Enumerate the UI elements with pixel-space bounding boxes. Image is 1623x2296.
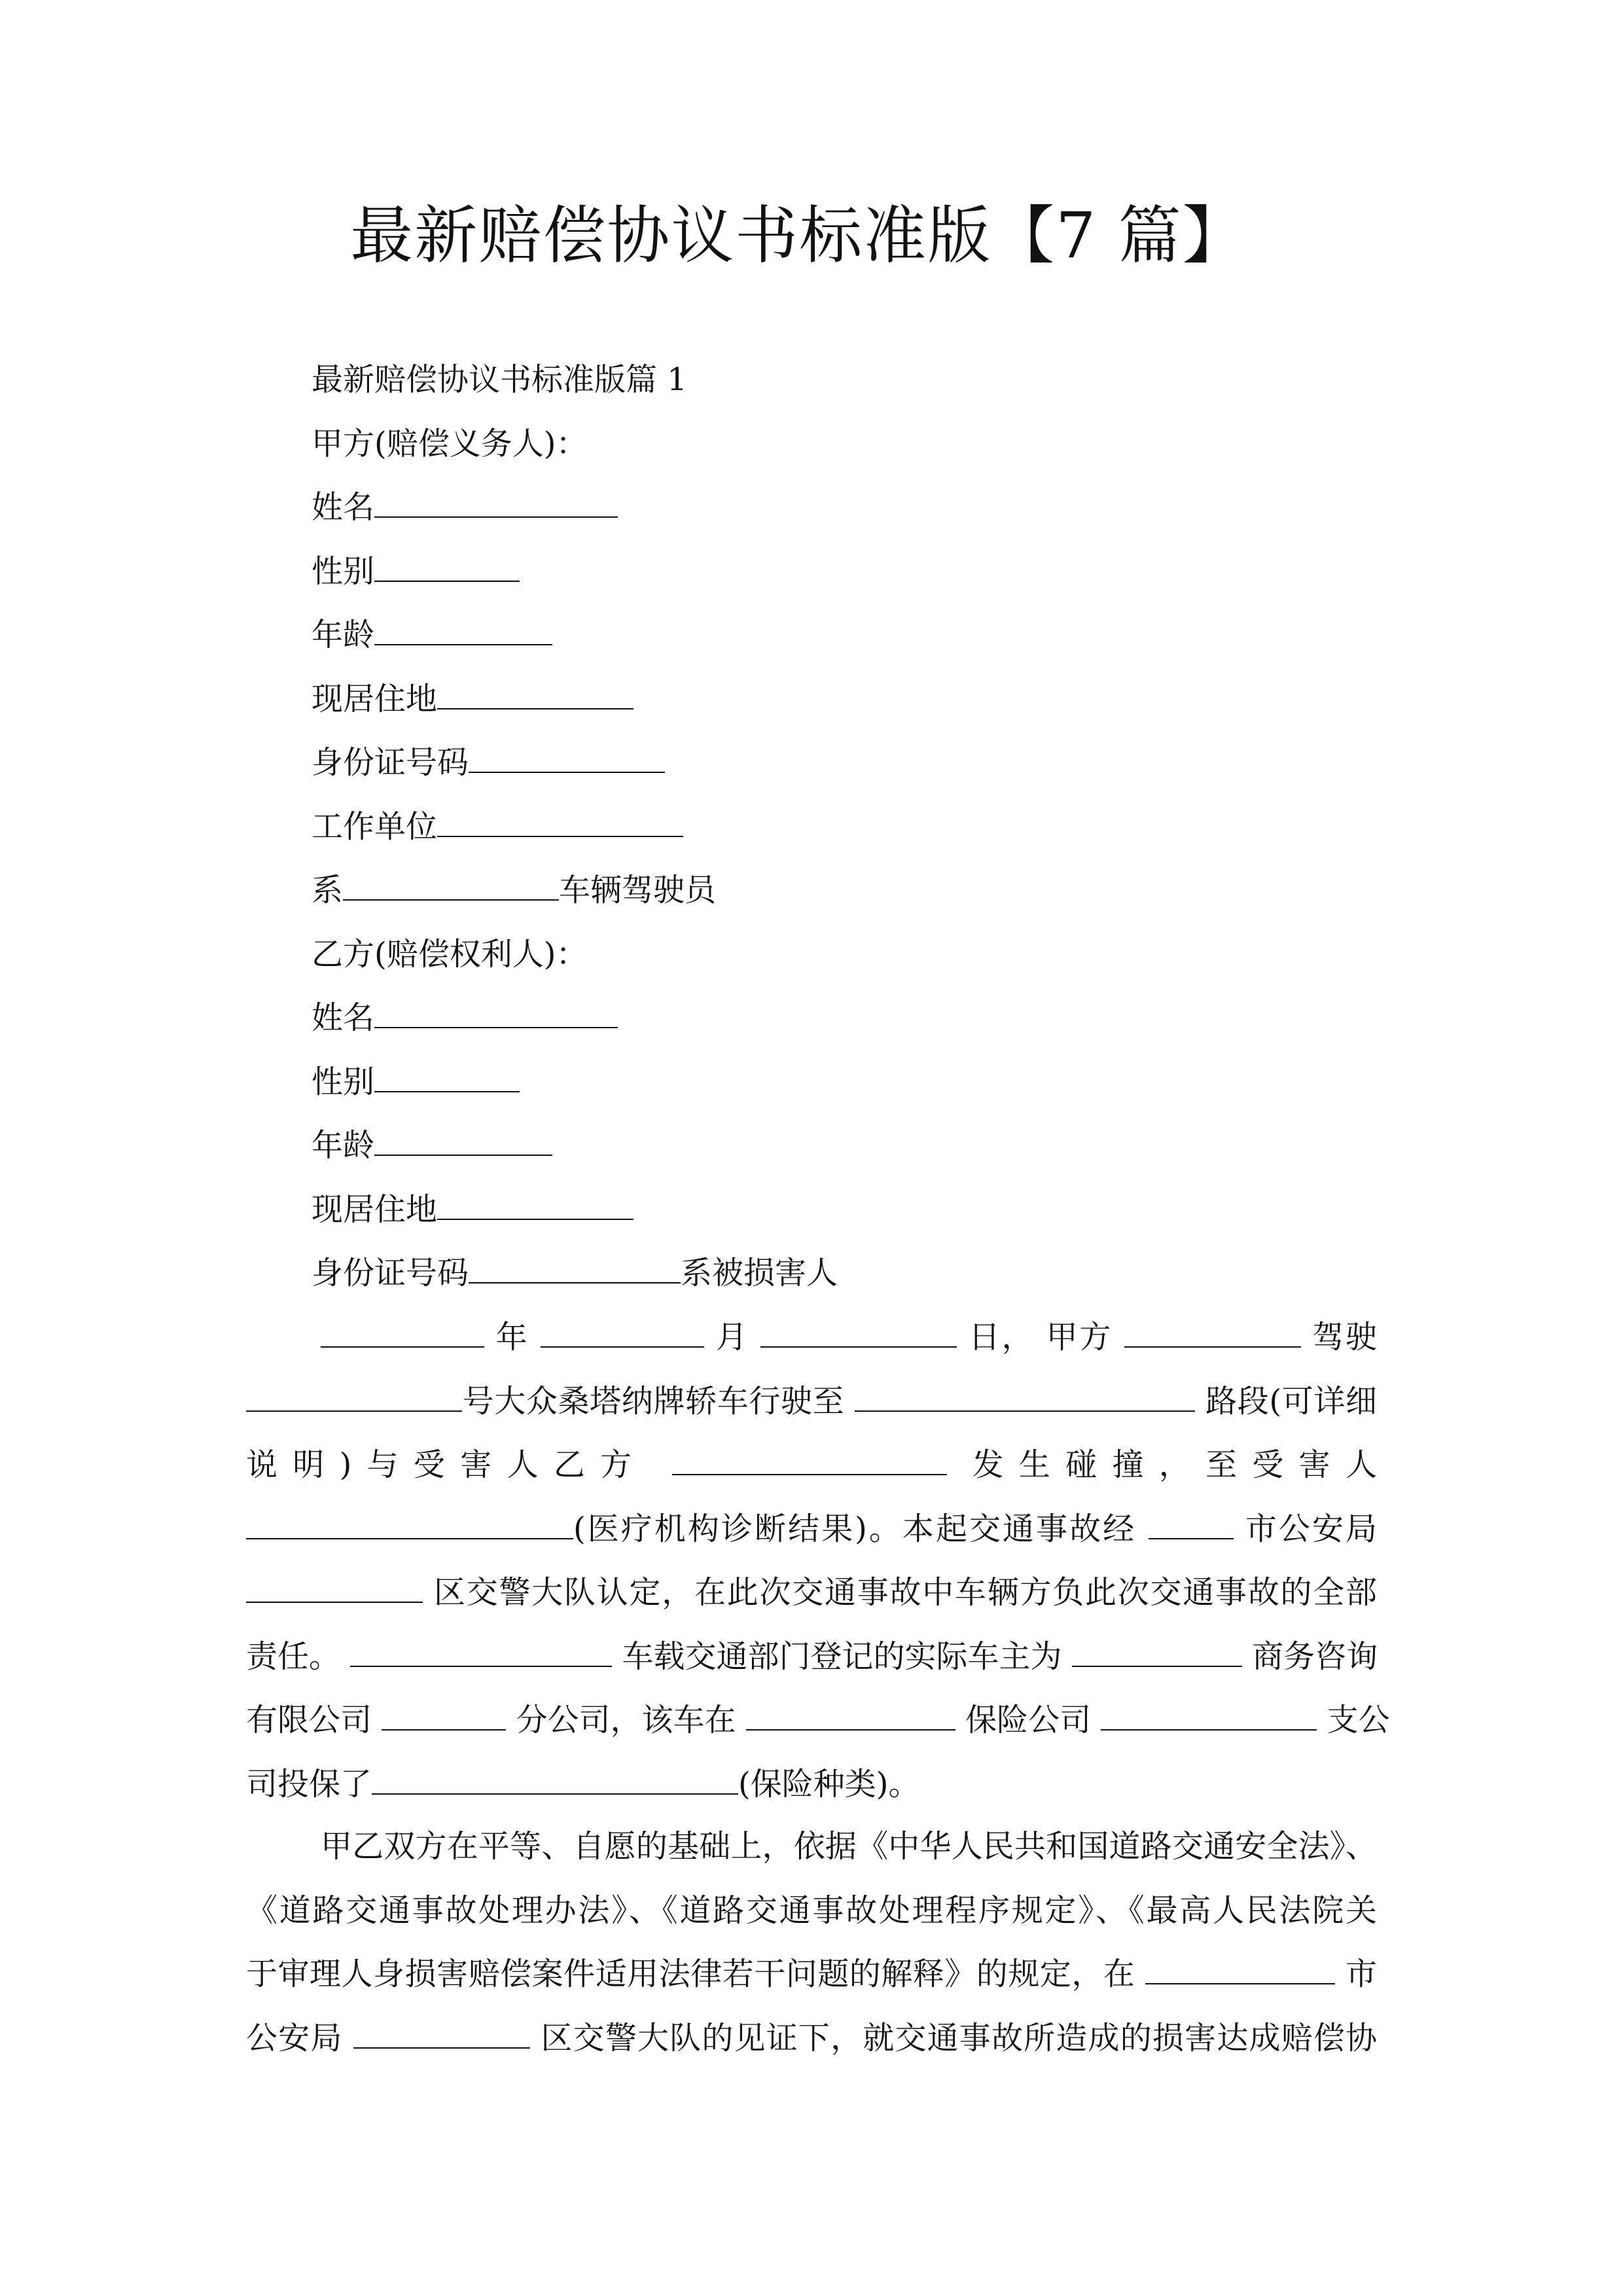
fill-blank (350, 1637, 612, 1666)
field-label: 现居住地 (312, 1191, 438, 1228)
line-text: 支公 (1327, 1702, 1390, 1738)
party-b-address-field (312, 1178, 1424, 1242)
fill-blank (374, 1126, 552, 1156)
fill-blank (469, 744, 665, 773)
paragraph-line (246, 1561, 1377, 1625)
field-label: 性别 (312, 552, 375, 590)
fill-blank (1124, 1318, 1301, 1348)
fill-blank (353, 2018, 530, 2048)
line-text: 区交警大队认定，在此次交通事故中车辆方负此次交通事故的全部 (434, 1574, 1377, 1611)
line-text: 路段(可详细 (1205, 1382, 1378, 1420)
field-label: 姓名 (312, 489, 375, 526)
party-a-address-field (312, 668, 1424, 732)
line-text: 号大众桑塔纳牌轿车行驶至 (462, 1382, 845, 1420)
line-text: 日， (968, 1319, 1035, 1355)
paragraph-line (246, 2007, 1377, 2071)
line-text: 市 (1345, 1956, 1377, 1992)
fill-blank (374, 488, 618, 518)
fill-blank (1072, 1637, 1242, 1666)
line-text: 保险公司 (965, 1702, 1092, 1738)
line-text: 公安局 (246, 2019, 343, 2056)
party-a-id-field (312, 731, 1424, 795)
paragraph-line (246, 1753, 1377, 1817)
line-text: 车载交通部门登记的实际车主为 (622, 1638, 1062, 1675)
page-title: 最新赔偿协议书标准版【7 篇】 (350, 199, 1247, 272)
line-text: 月 (715, 1319, 749, 1355)
fill-blank (437, 679, 633, 709)
fill-blank (760, 1318, 957, 1348)
paragraph-line (246, 1306, 1377, 1370)
line-text: 市公安局 (1245, 1510, 1377, 1547)
line-text: 甲方 (1046, 1319, 1113, 1355)
fill-blank (374, 616, 552, 645)
field-suffix: 车辆驾驶员 (559, 872, 717, 908)
line-text: 商务咨询 (1252, 1638, 1378, 1675)
fill-blank (1149, 1509, 1234, 1539)
party-a-name-field (312, 476, 1424, 540)
fill-blank (246, 1573, 423, 1603)
line-text: 分公司，该车在 (516, 1702, 736, 1738)
line-text: 发生碰撞，至受害人 (972, 1446, 1377, 1483)
paragraph-line (246, 1625, 1377, 1689)
field-label: 工作单位 (312, 808, 438, 845)
paragraph-line (246, 1943, 1377, 2007)
fill-blank (374, 552, 520, 581)
line-text: 司投保了 (246, 1765, 372, 1803)
field-label: 身份证号码 (312, 744, 469, 781)
fill-blank (382, 1701, 506, 1731)
section-heading: 最新赔偿协议书标准版篇 1 (312, 361, 687, 398)
party-a-work-field (312, 795, 1424, 859)
party-a-driver-field (312, 859, 1424, 923)
fill-blank (437, 807, 683, 836)
paragraph-line (246, 1498, 1377, 1562)
fill-blank (746, 1701, 955, 1731)
paragraph-line (246, 1689, 1390, 1753)
legal-basis-paragraph (246, 1815, 1377, 2070)
field-label: 年龄 (312, 1127, 375, 1164)
fill-blank (246, 1382, 462, 1411)
line-text: (医疗机构诊断结果)。本起交通事故经 (573, 1510, 1137, 1547)
line-text: 驾驶 (1312, 1319, 1377, 1355)
fill-blank (437, 1190, 633, 1219)
fill-blank (246, 1509, 573, 1539)
paragraph-line (246, 1433, 1377, 1498)
fill-blank (541, 1318, 704, 1348)
field-label: 身份证号码 (312, 1255, 469, 1291)
fill-blank (343, 871, 559, 901)
line-text: 区交警大队的见证下，就交通事故所造成的损害达成赔偿协 (541, 2019, 1377, 2056)
party-a-age-field (312, 603, 1424, 668)
paragraph-line: 甲乙双方在平等、自愿的基础上，依据《中华人民共和国道路交通安全法》、 (321, 1828, 1377, 1865)
line-text: 说明)与受害人乙方 (246, 1446, 647, 1483)
field-label: 性别 (312, 1063, 375, 1100)
form-fields (312, 348, 1424, 1306)
field-label: 姓名 (312, 999, 375, 1036)
party-b-age-field (312, 1114, 1424, 1178)
field-label: 年龄 (312, 617, 375, 653)
fill-blank (374, 999, 618, 1028)
fill-blank (855, 1382, 1195, 1411)
fill-blank (1101, 1701, 1317, 1731)
line-text: 于审理人身损害赔偿案件适用法律若干问题的解释》的规定，在 (246, 1956, 1135, 1992)
party-b-name-field (312, 986, 1424, 1050)
field-suffix: 系被损害人 (681, 1255, 838, 1291)
paragraph-line (246, 1370, 1377, 1434)
field-label: 系 (312, 872, 344, 908)
party-a-gender-field (312, 540, 1424, 604)
party-a-heading: 甲方(赔偿义务人)： (312, 425, 588, 462)
party-b-heading: 乙方(赔偿权利人)： (312, 935, 588, 973)
line-text: (保险种类)。 (738, 1765, 920, 1803)
line-text: 有限公司 (246, 1702, 372, 1738)
accident-paragraph (246, 1306, 1390, 1816)
fill-blank (321, 1318, 484, 1348)
party-b-id-field (312, 1242, 1424, 1306)
paragraph-line: 《道路交通事故处理办法》、《道路交通事故处理程序规定》、《最高人民法院关 (246, 1892, 1377, 1929)
line-text: 责任。 (246, 1638, 341, 1675)
field-label: 现居住地 (312, 680, 438, 717)
fill-blank (672, 1446, 947, 1475)
fill-blank (469, 1254, 681, 1283)
fill-blank (372, 1765, 738, 1794)
party-b-gender-field (312, 1050, 1424, 1115)
fill-blank (374, 1062, 520, 1092)
fill-blank (1145, 1955, 1335, 1984)
line-text: 年 (495, 1319, 529, 1355)
